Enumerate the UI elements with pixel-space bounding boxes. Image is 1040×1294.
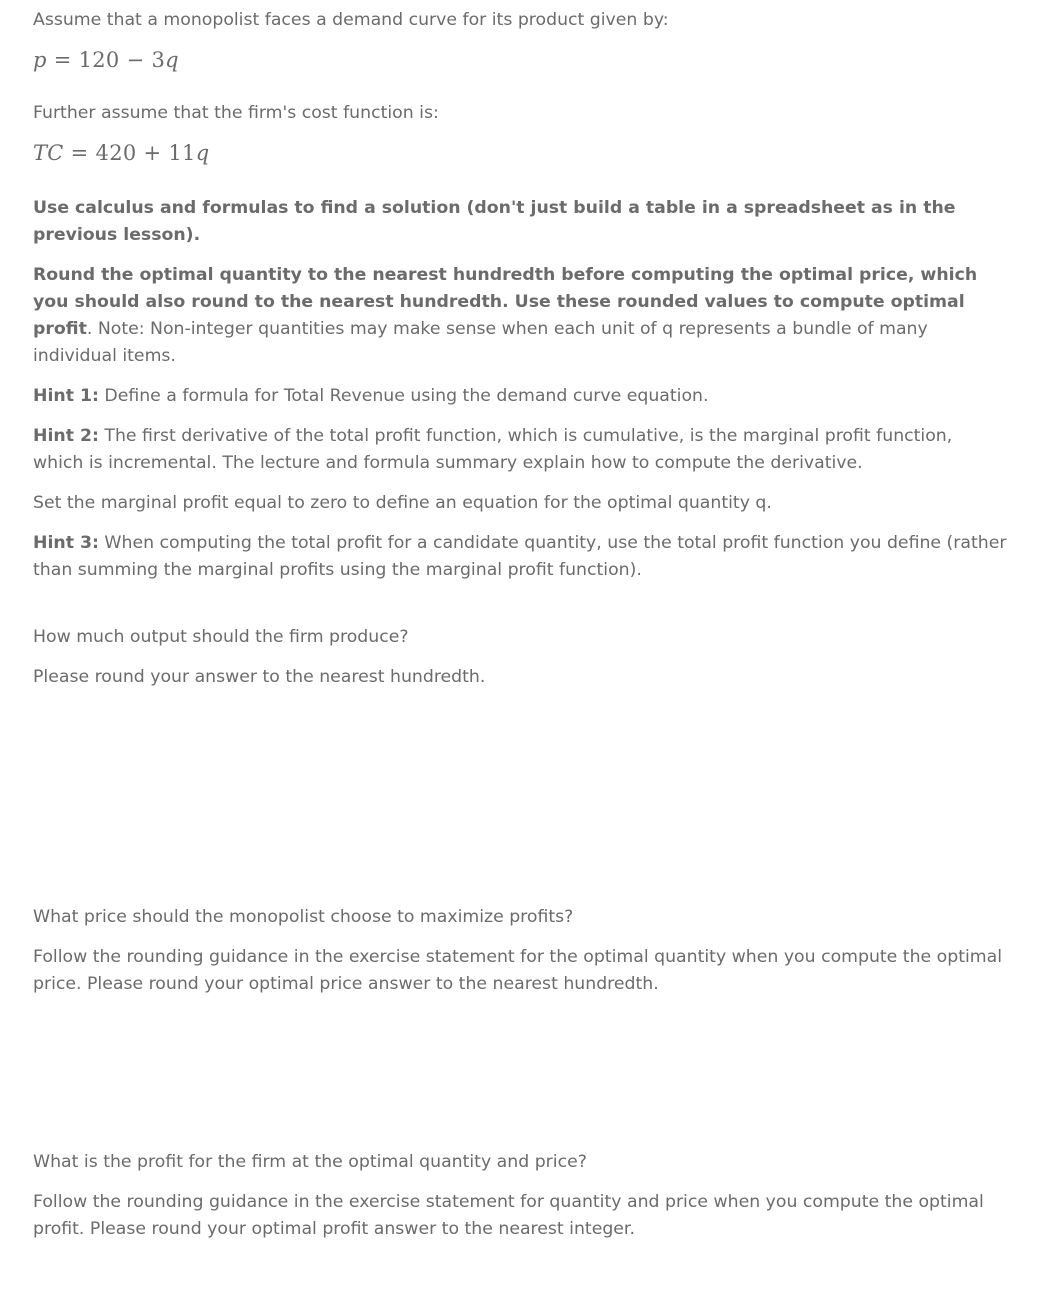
rounding-instruction-period: .: [86, 319, 93, 339]
hint-2-label: Hint 2:: [33, 426, 99, 446]
cost-equation: [33, 140, 1008, 167]
demand-equation: [33, 47, 1008, 74]
non-integer-note: Note: Non-integer quantities may make sense when each unit of q represents a bundle of many individual items.: [33, 319, 928, 366]
question-1: How much output should the firm produce?: [33, 627, 409, 647]
hint-3: [33, 530, 1008, 584]
cost-eq-variable: q: [195, 141, 210, 165]
demand-eq-constant: 120: [78, 48, 120, 72]
question-3: What is the profit for the firm at the optimal quantity and price?: [33, 1152, 587, 1172]
hint-3-label: Hint 3:: [33, 533, 99, 553]
cost-eq-constant: 420: [95, 141, 137, 165]
cost-eq-lhs: TC: [33, 141, 64, 165]
calculus-instruction-text: Use calculus and formulas to find a solution (don't just build a table in a spreadsheet as in the previous lesson).: [33, 198, 956, 245]
hint-1: [33, 383, 1008, 410]
demand-eq-variable: q: [165, 48, 179, 72]
demand-eq-equals: =: [46, 48, 79, 72]
demand-eq-operator: −: [119, 48, 152, 72]
question-2-guidance: Follow the rounding guidance in the exercise statement for the optimal quantity when you compute the optimal price. Please round your optimal price answer to the nearest hundredth.: [33, 947, 1003, 994]
intro-text: Assume that a monopolist faces a demand curve for its product given by:: [33, 10, 669, 30]
cost-eq-operator: +: [136, 141, 169, 165]
cost-eq-coefficient: 11: [168, 141, 196, 165]
cost-eq-equals: =: [63, 141, 96, 165]
cost-intro-text: Further assume that the firm's cost function is:: [33, 103, 439, 123]
hint-1-label: Hint 1:: [33, 386, 99, 406]
hint-2: [33, 423, 1008, 477]
hint-1-text: Define a formula for Total Revenue using the demand curve equation.: [98, 386, 709, 406]
hint-2-followup: Set the marginal profit equal to zero to define an equation for the optimal quantity q.: [33, 493, 772, 513]
rounding-instruction: [33, 262, 1008, 370]
rounding-instruction-text: Round the optimal quantity to the nearest hundredth before computing the optimal price, which you should also round to the nearest hundredth. Use these rounded values to compute optimal profit: [33, 265, 978, 339]
exercise-content: [33, 7, 1008, 1243]
demand-eq-coefficient: 3: [151, 48, 166, 72]
demand-eq-lhs: p: [33, 48, 47, 72]
hint-3-text: When computing the total profit for a candidate quantity, use the total profit function you define (rather than summing the marginal profits using the marginal profit function).: [33, 533, 1007, 580]
question-3-guidance: Follow the rounding guidance in the exercise statement for quantity and price when you compute the optimal profit. Please round your optimal profit answer to the nearest integer.: [33, 1192, 984, 1239]
question-2-answer-area: [33, 998, 1008, 1149]
calculus-instruction: [33, 195, 1008, 249]
hint-2-text: The first derivative of the total profit function, which is cumulative, is the marginal profit function, which is incremental. The lecture and formula summary explain how to compute the derivative.: [33, 426, 953, 473]
question-2: What price should the monopolist choose to maximize profits?: [33, 907, 574, 927]
question-1-guidance: Please round your answer to the nearest hundredth.: [33, 667, 486, 687]
question-1-answer-area: [33, 691, 1008, 864]
